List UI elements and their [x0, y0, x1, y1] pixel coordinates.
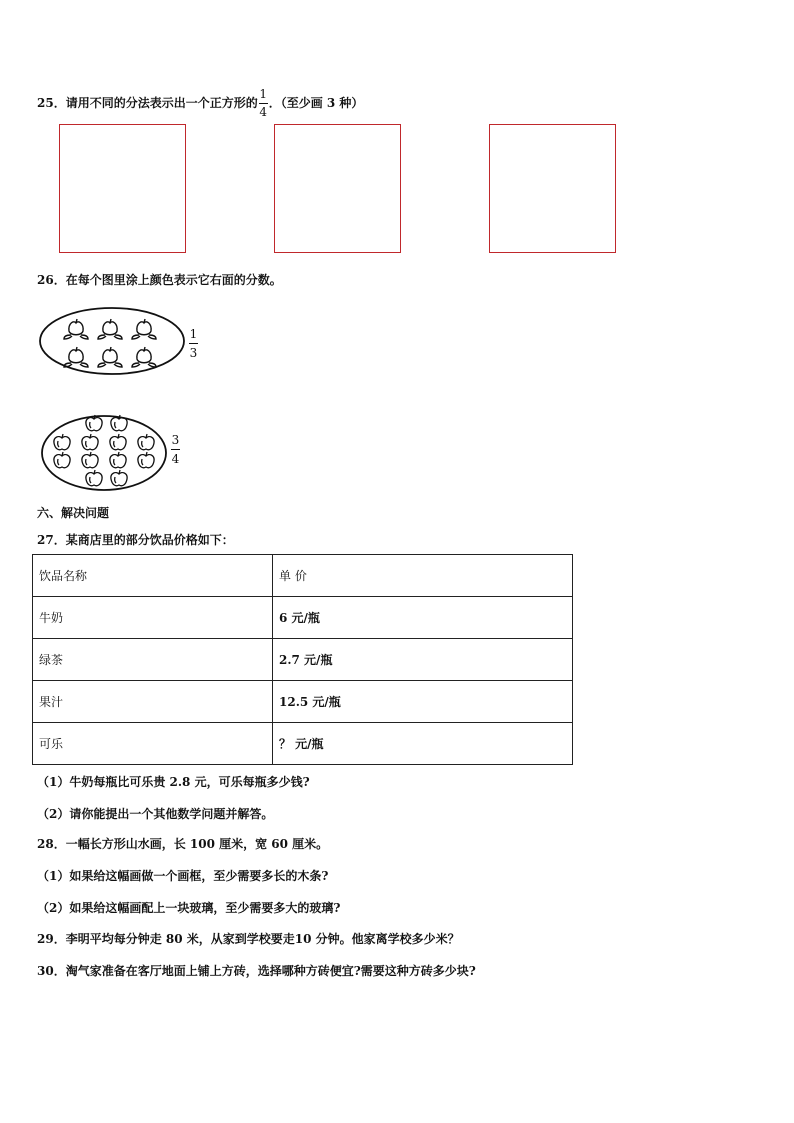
answer-square-2[interactable]: [274, 124, 401, 253]
fraction-one-third: [189, 327, 198, 360]
table-cell-price: ？ 元/瓶: [273, 723, 573, 765]
question-25: [37, 88, 363, 119]
table-cell-drink: 绿茶: [33, 639, 273, 681]
apple-oval-figure[interactable]: [40, 413, 170, 493]
peach-oval-figure[interactable]: [38, 305, 188, 377]
question-28-sub-2: （2）如果给这幅画配上一块玻璃，至少需要多大的玻璃?: [37, 901, 341, 915]
apple-icon[interactable]: [110, 434, 126, 450]
apple-icon[interactable]: [54, 434, 70, 450]
question-25-tail: ．（至少画 3 种）: [268, 96, 364, 110]
table-row: [33, 681, 573, 723]
apple-icon[interactable]: [54, 452, 70, 468]
question-27-sub-1: （1）牛奶每瓶比可乐贵 2.8 元，可乐每瓶多少钱?: [37, 775, 310, 789]
table-cell-drink: 牛奶: [33, 597, 273, 639]
answer-square-3[interactable]: [489, 124, 616, 253]
peach-icon[interactable]: [64, 347, 88, 367]
table-cell-price: 2.7 元/瓶: [273, 639, 573, 681]
fraction-three-quarters: [171, 433, 180, 466]
table-cell-drink: 果汁: [33, 681, 273, 723]
table-header-cell: 单 价: [273, 555, 573, 597]
table-row: [33, 597, 573, 639]
table-cell-price: 12.5 元/瓶: [273, 681, 573, 723]
question-25-text: 25．请用不同的分法表示出一个正方形的: [37, 96, 258, 110]
apple-icon[interactable]: [82, 452, 98, 468]
peach-icon[interactable]: [132, 347, 156, 367]
fraction-numerator: 3: [171, 433, 180, 447]
fraction-numerator: 1: [259, 87, 268, 101]
question-30-text: 30．淘气家准备在客厅地面上铺上方砖，选择哪种方砖便宜?需要这种方砖多少块?: [37, 964, 476, 978]
question-26-text: 26．在每个图里涂上颜色表示它右面的分数。: [37, 273, 282, 287]
table-header-row: [33, 555, 573, 597]
fraction-numerator: 1: [189, 327, 198, 341]
section-title: 六、解决问题: [37, 506, 110, 520]
table-row: [33, 639, 573, 681]
question-28-text: 28．一幅长方形山水画，长 100 厘米，宽 60 厘米。: [37, 837, 329, 851]
apple-icon[interactable]: [138, 434, 154, 450]
peach-icon[interactable]: [64, 319, 88, 339]
table-header-cell: 饮品名称: [33, 555, 273, 597]
fraction-denominator: 4: [259, 105, 268, 119]
apple-icon[interactable]: [111, 470, 127, 486]
price-table: [32, 554, 573, 765]
apple-icon[interactable]: [82, 434, 98, 450]
question-29-text: 29．李明平均每分钟走 80 米，从家到学校要走10 分钟。他家离学校多少米？: [37, 932, 460, 946]
fraction-one-quarter: [259, 88, 268, 119]
question-27-sub-2: （2）请你能提出一个其他数学问题并解答。: [37, 807, 274, 821]
fraction-denominator: 4: [171, 452, 180, 466]
table-cell-drink: 可乐: [33, 723, 273, 765]
answer-square-1[interactable]: [59, 124, 186, 253]
apple-icon[interactable]: [138, 452, 154, 468]
question-27-text: 27．某商店里的部分饮品价格如下：: [37, 533, 234, 547]
apple-icon[interactable]: [86, 470, 102, 486]
peach-icon[interactable]: [132, 319, 156, 339]
table-row: [33, 723, 573, 765]
peach-icon[interactable]: [98, 347, 122, 367]
peach-icon[interactable]: [98, 319, 122, 339]
question-28-sub-1: （1）如果给这幅画做一个画框，至少需要多长的木条?: [37, 869, 329, 883]
fraction-denominator: 3: [189, 346, 198, 360]
table-cell-price: 6 元/瓶: [273, 597, 573, 639]
apple-icon[interactable]: [110, 452, 126, 468]
